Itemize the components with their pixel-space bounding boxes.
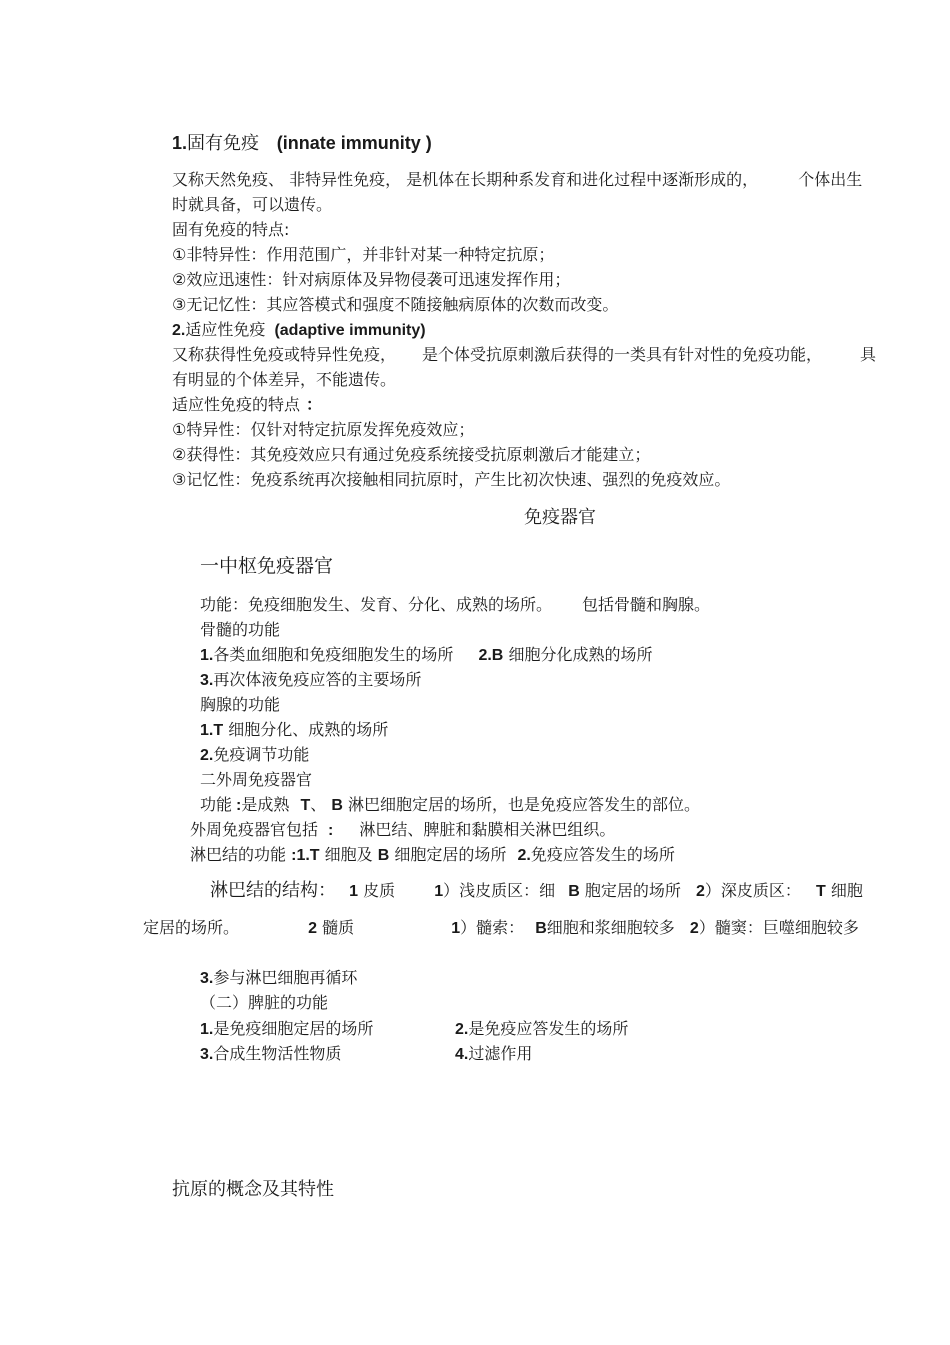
sp4-num: 4. <box>455 1046 469 1063</box>
peripheral-func-label: 功能 <box>200 795 233 814</box>
ln-struct-m2: 2 <box>689 920 699 937</box>
ln-struct-label: 淋巴结的结构： <box>210 880 336 901</box>
sp1-text: 是免疫细胞定居的场所 <box>213 1019 374 1038</box>
organs-heading: 免疫器官 <box>524 507 596 528</box>
section2-desc-c: 具 <box>860 345 877 364</box>
ln-func-num2: 2. <box>517 847 531 864</box>
peripheral-includes-text: 淋巴结、脾脏和黏膜相关淋巴组织。 <box>359 820 616 839</box>
section2-desc-line1 <box>172 345 876 365</box>
lymph-node-function <box>190 845 675 866</box>
section1-heading <box>172 133 432 154</box>
peripheral-organs-title: 二外周免疫器官 <box>200 770 313 789</box>
lymph-node-structure-line2 <box>143 918 859 939</box>
section2-desc-a: 又称获得性免疫或特异性免疫， <box>172 345 397 364</box>
th2-text: 免疫调节功能 <box>213 745 310 764</box>
peripheral-func-t: T <box>300 797 311 814</box>
peripheral-func-sep: 、 <box>310 795 327 814</box>
central-function <box>200 595 710 615</box>
ln-struct-1: 1 <box>349 883 358 900</box>
section1-feature-3: ③无记忆性：其应答模式和强度不随接触病原体的次数而改变。 <box>172 295 619 314</box>
section2-features-title <box>172 395 322 416</box>
ln-struct-line2-a: 定居的场所。 <box>143 918 240 937</box>
lymph-node-structure-line1 <box>210 881 863 902</box>
ln-func-label: 淋巴结的功能 <box>190 845 287 864</box>
ln-func-d: 免疫应答发生的场所 <box>530 845 675 864</box>
central-function-a: 功能：免疫细胞发生、发育、分化、成熟的场所。 <box>200 595 553 614</box>
ln-struct-cords-text: 细胞和浆细胞较多 <box>546 918 675 937</box>
ln-struct-b1-text: 胞定居的场所 <box>584 881 681 900</box>
thymus-item-2 <box>200 745 309 766</box>
sp1-num: 1. <box>200 1021 214 1038</box>
bone-marrow-title: 骨髓的功能 <box>200 620 281 639</box>
bone-marrow-item-3 <box>200 670 421 691</box>
section2-title-en: (adaptive immunity) <box>274 322 426 339</box>
peripheral-func-b: B <box>331 797 343 814</box>
th1-text: 细胞分化、成熟的场所 <box>228 720 389 739</box>
section2-desc-line2: 有明显的个体差异，不能遗传。 <box>172 370 397 389</box>
section1-desc-line1 <box>172 170 862 190</box>
ln-struct-sinus: ）髓窦：巨噬细胞较多 <box>698 918 859 937</box>
spleen-item-4 <box>455 1044 532 1065</box>
section2-title: 适应性免疫 <box>185 320 266 339</box>
peripheral-includes <box>190 820 615 841</box>
spleen-item-3 <box>200 1044 341 1065</box>
bm2-text: 细胞分化成熟的场所 <box>508 645 653 664</box>
central-function-b: 包括骨髓和胸腺。 <box>582 595 711 614</box>
lymph-node-item-3 <box>200 968 357 989</box>
spleen-item-2 <box>455 1019 628 1040</box>
ln-func-a: 细胞及 <box>324 845 373 864</box>
sp2-text: 是免疫应答发生的场所 <box>468 1019 629 1038</box>
section1-desc-b: 个体出生 <box>798 170 863 189</box>
peripheral-includes-label: 外周免疫器官包括 <box>190 820 319 839</box>
ln-struct-p1: 1 <box>434 883 444 900</box>
section2-heading <box>172 320 426 341</box>
ln-struct-cortex: 皮质 <box>363 881 396 900</box>
bm2-num: 2.B <box>478 647 504 664</box>
spleen-title: （二）脾脏的功能 <box>200 993 329 1012</box>
ln-struct-cords: ）髓索： <box>460 918 525 937</box>
ln-struct-2: 2 <box>308 920 318 937</box>
ln-struct-t-text: 细胞 <box>830 881 863 900</box>
bm1-text: 各类血细胞和免疫细胞发生的场所 <box>213 645 454 664</box>
central-organs-title: 一中枢免疫器官 <box>200 555 334 577</box>
ln3-text: 参与淋巴细胞再循环 <box>213 968 358 987</box>
ln-struct-mb: B <box>535 920 547 937</box>
section2-desc-b: 是个体受抗原刺激后获得的一类具有针对性的免疫功能， <box>422 345 823 364</box>
ln-struct-t: T <box>816 883 826 900</box>
bm3-num: 3. <box>200 672 214 689</box>
ln-func-c: 细胞定居的场所 <box>394 845 507 864</box>
ln3-num: 3. <box>200 970 214 987</box>
section1-number: 1. <box>172 133 188 153</box>
ln-struct-m1: 1 <box>451 920 461 937</box>
peripheral-func-rest: 淋巴细胞定居的场所，也是免疫应答发生的部位。 <box>348 795 701 814</box>
sp4-text: 过滤作用 <box>468 1044 533 1063</box>
thymus-title: 胸腺的功能 <box>200 695 281 714</box>
ln-struct-deep: ）深皮质区： <box>704 881 801 900</box>
ln-struct-b1: B <box>568 883 580 900</box>
section1-desc-line2: 时就具备，可以遗传。 <box>172 195 333 214</box>
bm1-num: 1. <box>200 647 214 664</box>
section2-feature-1: ①特异性：仅针对特定抗原发挥免疫效应； <box>172 420 475 439</box>
peripheral-func-colon: : <box>236 797 242 814</box>
peripheral-func-a: 是成熟 <box>241 795 290 814</box>
bone-marrow-items-1-2 <box>200 645 652 666</box>
section2-features-colon: ： <box>306 397 323 414</box>
section2-features-title-text: 适应性免疫的特点 <box>172 395 301 414</box>
section1-title-en: (innate immunity ) <box>276 133 432 153</box>
thymus-item-1 <box>200 720 388 741</box>
ln-func-b: B <box>377 847 390 864</box>
section1-feature-1: ①非特异性：作用范围广，并非针对某一种特定抗原； <box>172 245 555 264</box>
bm3-text: 再次体液免疫应答的主要场所 <box>213 670 422 689</box>
sp3-num: 3. <box>200 1046 214 1063</box>
ln-struct-p2: 2 <box>695 883 705 900</box>
peripheral-includes-colon: : <box>328 822 334 839</box>
ln-func-num1: :1.T <box>291 847 320 864</box>
section1-desc-a: 又称天然免疫、 非特异性免疫， 是机体在长期种系发育和进化过程中逐渐形成的， <box>172 170 759 189</box>
th1-num: 1.T <box>200 722 224 739</box>
section1-title: 固有免疫 <box>187 133 260 154</box>
th2-num: 2. <box>200 747 214 764</box>
sp2-num: 2. <box>455 1021 469 1038</box>
section1-features-title: 固有免疫的特点: <box>172 220 290 239</box>
section2-feature-2: ②获得性：其免疫效应只有通过免疫系统接受抗原刺激后才能建立； <box>172 445 651 464</box>
section2-feature-3: ③记忆性：免疫系统再次接触相同抗原时，产生比初次快速、强烈的免疫效应。 <box>172 470 731 489</box>
spleen-item-1 <box>200 1019 373 1040</box>
antigen-heading: 抗原的概念及其特性 <box>172 1179 334 1200</box>
section1-feature-2: ②效应迅速性：针对病原体及异物侵袭可迅速发挥作用； <box>172 270 571 289</box>
section2-number: 2. <box>172 322 186 339</box>
sp3-text: 合成生物活性物质 <box>213 1044 342 1063</box>
ln-struct-shallow: ）浅皮质区：细 <box>443 881 556 900</box>
peripheral-function <box>200 795 700 816</box>
ln-struct-medulla: 髓质 <box>322 918 355 937</box>
